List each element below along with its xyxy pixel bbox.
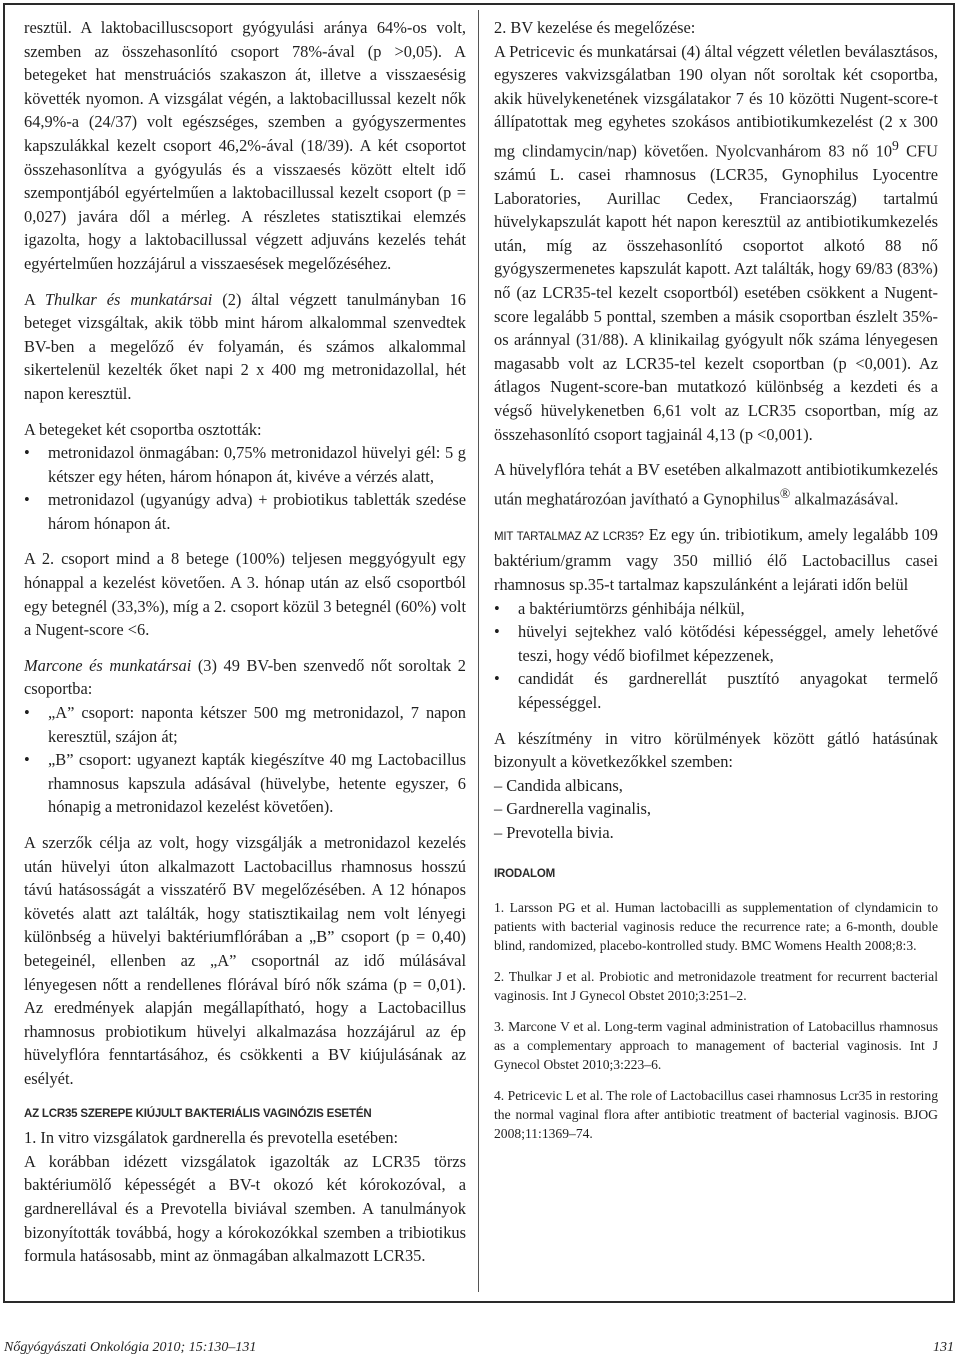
bullet-icon: • xyxy=(494,622,500,642)
bullet-list xyxy=(24,441,466,535)
registered-mark: ® xyxy=(779,485,791,501)
paragraph: A betegeket két csoportba osztották: xyxy=(24,419,262,439)
text: Ez egy ún. tribiotikum, amely legalább 109 baktérium/gramm vagy 350 millió élő Lactobacillus casei rhamnosus sp.35-t tartalmaz kapszulánként a lejárati időn belül xyxy=(494,524,938,594)
list-item-text: metronidazol (ugyanúgy adva) + probiotikus tabletták szedése három hónapon át. xyxy=(48,490,466,533)
text: (3) 49 BV-ben szenvedő nőt soroltak 2 csoportba: xyxy=(24,655,466,699)
text: (2) által végzett tanulmányban 16 beteget vizsgáltak, akik több mint három alkalommal szenvedtek BV-ben a megelőző év folyamán, és számos alkalommal sikertelenül kezelték őket napi 2 x 400 mg metronidazollal, hét napon keresztül. xyxy=(24,289,466,403)
list-item-text: metronidazol önmagában: 0,75% metronidazol hüvelyi gél: 5 g kétszer egy héten, három hónapon át, kivéve a vérzés alatt, xyxy=(48,443,466,486)
paragraph xyxy=(24,288,466,406)
text: alkalmazásával. xyxy=(790,489,899,509)
list-item-text: a baktériumtörzs génhibája nélkül, xyxy=(518,598,745,618)
bullet-icon: • xyxy=(24,443,30,463)
author-reference: Marcone és munkatársai xyxy=(24,655,192,675)
dash-item: – Gardnerella vaginalis, xyxy=(494,799,652,819)
text: A hüvelyflóra tehát a BV esetében alkalmazott antibiotikumkezelés után meghatározóan javítható a Gynophilus xyxy=(494,460,938,509)
list-item-text: hüvelyi sejtekhez való kötődési képességgel, amely lehetővé teszi, hogy védő biofilmet képezzenek, xyxy=(518,622,938,665)
author-reference: Thulkar és munkatársai xyxy=(44,289,213,309)
list-item xyxy=(494,667,938,714)
paragraph: resztül. A laktobacilluscsoport gyógyulási aránya 64%-os volt, szemben az összehasonlító csoport 78%-ával (p >0,05). A betegeket hat menstruációs szakaszon át, illetve a visszaesésig követték nyomon. A vizsgálat végén, a laktobacillussal kezelt nők 64,9%-a (24/37) volt egészséges, szemben a gyógyszermentes kapszulákkal kezelt csoport 46,2%-ával (18/39). A két csoportot összehasonlítva a gyógyulás és a visszaesés között eltelt idő szempontjából egyértelműen a laktobacillussal kezelt csoport (p = 0,027) javára dől a mérleg. A részletes statisztikai elemzés igazolta, hogy a laktobacillussal végzett adjuváns kezelés tehát egyértelműen hozzájárul a visszaesések megelőzéséhez. xyxy=(24,18,466,273)
list-item xyxy=(24,701,466,748)
section-heading: AZ LCR35 SZEREPE KIÚJULT BAKTERIÁLIS VAGINÓZIS ESETÉN xyxy=(24,1107,372,1120)
list-item-text: candidát és gardnerellát pusztító anyagokat termelő képességgel. xyxy=(518,669,938,712)
bullet-icon: • xyxy=(24,750,30,770)
text: CFU számú L. casei rhamnosus (LCR35, Gynophilus Lyocentre Laboratories, Aurillac Cedex, Franciaország) tartalmú hüvelykapszulát kapott hét napon keresztül az antibiotikumkezelés után, míg az összehasonlító csoportot alkotó 88 nő gyógyszermenetes kapszulát kapott. Azt találták, hogy 69/83 (83%) nő (az LCR35-tel kezelt csoportból) esetében csökkent a Nugent-score legalább 5 ponttal, szemben a másik csoportban észlelt 35%-os aránnyal (31/88). A klinikailag gyógyult nők száma lényegesen magasabb volt az LCR35-tel kezelt csoportban (p <0,001). Az átlagos Nugent-score-ban mutatkozó különbség a kezdeti és a végső hüvelykenetben 6,61 volt az LCR35 csoportban, míg az összehasonlító csoport tagjainál 4,13 (p <0,001). xyxy=(494,141,939,444)
text: A xyxy=(24,289,45,309)
paragraph xyxy=(24,654,466,701)
superscript: 9 xyxy=(892,137,899,153)
list-item xyxy=(494,597,938,621)
list-item xyxy=(24,748,466,819)
subheading: 2. BV kezelése és megelőzése: xyxy=(494,18,696,37)
paragraph: A 2. csoport mind a 8 betege (100%) teljesen meggyógyult egy hónappal a kezelést követően. A 3. hónap után az első csoportból egy betegnél (33,3%), míg a 2. csoport közül 3 betegnél (60%) volt a Nugent-score <6. xyxy=(24,549,466,640)
list-item xyxy=(494,620,938,667)
paragraph xyxy=(494,458,938,511)
paragraph: A szerzők célja az volt, hogy vizsgálják a metronidazol kezelés után hüvelyi úton alkalmazott Lactobacillus rhamnosus hosszú távú hatásosságát a visszatérő BV megelőzésében. A 12 hónapos követés alatt azt találták, hogy statisztikailag nem volt lényegi különbség a hüvelyi baktériumflórában a „B” csoport (p = 0,40) betegeinél, ellenben az „A” csoportnál az idő múlásával lényegesen nőtt a rendellenes flórával bíró nők száma (p = 0,01). Az eredmények alapján megállapítható, hogy a Lactobacillus rhamnosus probiotikum hüvelyi alkalmazása hozzájárul az ép hüvelyflóra fenntartásához, és csökkenti a BV kiújulásának az esélyét. xyxy=(24,833,466,1088)
left-column xyxy=(24,16,466,1268)
column-divider xyxy=(478,10,479,1292)
list-item xyxy=(24,441,466,488)
reference-item: 3. Marcone V et al. Long-term vaginal administration of Latobacillus rhamnosus as a complementary approach to management of bacterial vaginosis. Int J Gynecol Obstet 2010;3:223–6. xyxy=(494,1019,938,1073)
references-heading: IRODALOM xyxy=(494,867,556,880)
dash-item: – Candida albicans, xyxy=(494,775,623,795)
reference-item: 2. Thulkar J et al. Probiotic and metronidazole treatment for recurrent bacterial vaginosis. Int J Gynecol Obstet 2010;3:251–2. xyxy=(494,969,938,1004)
bullet-icon: • xyxy=(24,490,30,510)
page-number: 131 xyxy=(933,1340,954,1355)
right-column xyxy=(494,16,938,1143)
list-item-text: „A” csoport: naponta kétszer 500 mg metronidazol, 7 napon keresztül, szájon át; xyxy=(48,703,466,746)
bullet-icon: • xyxy=(24,703,30,723)
inline-heading: MIT TARTALMAZ AZ LCR35? xyxy=(494,530,644,543)
reference-item: 1. Larsson PG et al. Human lactobacilli as supplementation of clyndamicin to patients with bacterial vaginosis reduce the recurrence rate; a 6-month, double blind, randomized, placebo-kontrolled study. BMC Womens Health 2008;8:3. xyxy=(494,900,938,954)
paragraph xyxy=(494,523,938,597)
paragraph: A korábban idézett vizsgálatok igazolták az LCR35 törzs baktériumölő képességét a BV-t okozó két kórokozóval, a gardnerellával és a Prevotella biviával szemben. A tanulmányok bizonyították továbbá, hogy a kórokozókkal szemben a tribiotikus formula hatásosabb, mint az önmagában alkalmazott LCR35. xyxy=(24,1151,466,1266)
paragraph xyxy=(494,40,938,447)
bullet-list xyxy=(24,701,466,819)
reference-item: 4. Petricevic L et al. The role of Lactobacillus casei rhamnosus Lcr35 in restoring the normal vaginal flora after antibiotic treatment of bacterial vaginosis. BJOG 2008;11:1369–74. xyxy=(494,1088,938,1142)
bullet-icon: • xyxy=(494,669,500,689)
journal-citation: Nőgyógyászati Onkológia 2010; 15:130–131 xyxy=(4,1340,257,1355)
list-item-text: „B” csoport: ugyanezt kapták kiegészítve 40 mg Lactobacillus rhamnosus kapszula adásával (hüvelybe, hetente egyszer, 6 hónapig a metronidazol kezelést követően). xyxy=(48,750,466,817)
dash-item: – Prevotella bivia. xyxy=(494,822,614,842)
text: A Petricevic és munkatársai (4) által végzett véletlen beválasztásos, egyszeres vakvizsgálatban 190 olyan nőt soroltak két csoportba, akik hüvelykenetének vizsgálatakor 7 és 10 közötti Nugent-score-t állípatottak meg egyhetes szokásos antibiotikumkezelést (2 x 300 mg clindamycin/nap) követően. Nyolcvanhárom 83 nő 10 xyxy=(494,41,938,161)
bullet-icon: • xyxy=(494,598,500,618)
paragraph: A készítmény in vitro körülmények között gátló hatásúnak bizonyult a következőkkel szemben: xyxy=(494,728,938,772)
bullet-list xyxy=(494,597,938,715)
paragraph: 1. In vitro vizsgálatok gardnerella és prevotella esetében: xyxy=(24,1128,399,1148)
list-item xyxy=(24,488,466,535)
